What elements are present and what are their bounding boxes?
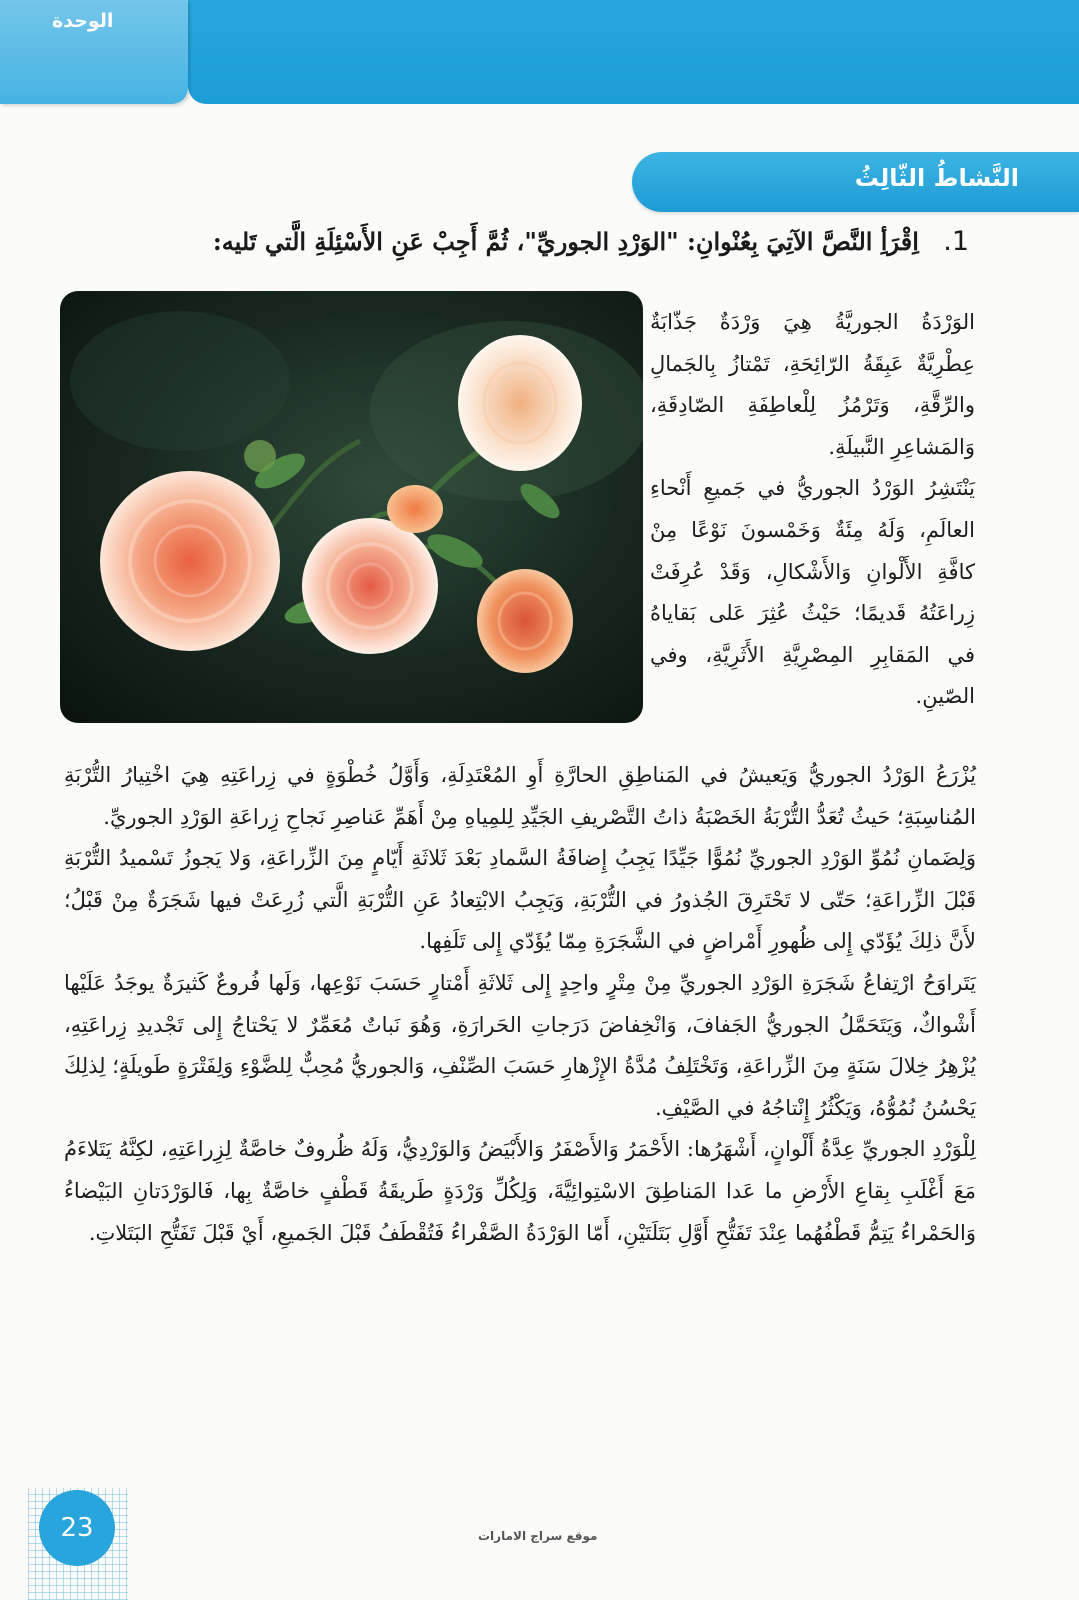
roses-photo	[60, 291, 643, 723]
intro-text	[650, 302, 975, 718]
footer-site-label: موقع سراج الامارات	[478, 1529, 598, 1543]
header-band	[188, 0, 1079, 104]
instruction-text: اِقْرَأِ النَّصَّ الآتِيَ بِعُنْوانِ: "الوَرْدِ الجوريِّ"، ثُمَّ أَجِبْ عَنِ الأَسْئِلَةِ الَّتي تَليه:	[212, 227, 919, 256]
roses-illustration	[60, 291, 643, 723]
paragraph-6: لِلْوَرْدِ الجوريِّ عِدَّةُ أَلْوانٍ، أَشْهَرُها: الأَحْمَرُ وَالأَصْفَرُ وَالأَبْيَضُ وَالوَرْدِيُّ، وَلَهُ ظُروفٌ خاصَّةٌ لِزِراعَتِهِ، لكِنَّهُ يَتَلاءَمُ مَعَ أَغْلَبِ بِقاعِ الأَرْضِ ما عَدا المَناطِقَ الاسْتِوائِيَّةَ، وَلِكُلِّ وَرْدَةٍ طَريقَةُ قَطْفٍ خاصَّةٌ بِها، فَالوَرْدَتانِ البَيْضاءُ وَالحَمْراءُ يَتِمُّ قَطْفُهُما عِنْدَ تَفَتُّحِ أَوَّلِ بَتَلَتَيْنِ، أَمّا الوَرْدَةُ الصَّفْراءُ فَتُقْطَفُ قَبْلَ الجَميعِ، أَيْ قَبْلَ تَفَتُّحِ البَتَلاتِ.	[64, 1137, 976, 1245]
intro-paragraph-2: يَنْتَشِرُ الوَرْدُ الجوريُّ في جَميعِ أَنْحاءِ العالَمِ، وَلَهُ مِئَةٌ وَخَمْسونَ نَوْعًا مِنْ كافَّةِ الأَلْوانِ وَالأَشْكالِ، وَقَدْ عُرِفَتْ زِراعَتُهُ قَديمًا؛ حَيْثُ عُثِرَ عَلى بَقاياهُ في المَقابِرِ المِصْرِيَّةِ الأَثَرِيَّةِ، وفي الصّينِ.	[650, 476, 975, 709]
paragraph-3: يُزْرَعُ الوَرْدُ الجوريُّ وَيَعيشُ في المَناطِقِ الحارَّةِ أَوِ المُعْتَدِلَةِ، وَأَوَّلُ خُطْوَةٍ في زِراعَتِهِ هِيَ اخْتِيارُ التُّرْبَةِ المُناسِبَةِ؛ حَيثُ تُعَدُّ التُّرْبَةُ الخَصْبَةُ ذاتُ التَّصْريفِ الجَيِّدِ لِلمِياهِ مِنْ أَهَمِّ عَناصِرِ نَجاحِ زِراعَةِ الوَرْدِ الجوريِّ.	[64, 763, 976, 829]
activity-banner	[632, 152, 1079, 212]
paragraph-5: يَتَراوَحُ ارْتِفاعُ شَجَرَةِ الوَرْدِ الجوريِّ مِنْ مِتْرٍ واحِدٍ إِلى ثَلاثَةِ أَمْتارٍ حَسَبَ نَوْعِها، وَلَها فُروعٌ كَثيرَةٌ يوجَدُ عَلَيْها أَشْواكٌ، وَيَتَحَمَّلُ الجوريُّ الجَفافَ، وَانْخِفاضَ دَرَجاتِ الحَرارَةِ، وَهُوَ نَباتٌ مُعَمِّرٌ لا يَحْتاجُ إِلى تَجْديدِ زِراعَتِهِ، يُزْهِرُ خِلالَ سَنَةٍ مِنَ الزِّراعَةِ، وَتَخْتَلِفُ مُدَّةُ الإِزْهارِ حَسَبَ الصِّنْفِ، وَالجوريُّ مُحِبٌّ لِلضَّوْءِ وَلِفَتْرَةٍ طَويلَةٍ؛ لِذلِكَ يَحْسُنُ نُمُوُّهُ، وَيَكْثُرُ إِنْتاجُهُ في الصَّيْفِ.	[64, 970, 976, 1120]
unit-label: الوحدة	[52, 10, 114, 32]
page-number: 23	[39, 1490, 115, 1566]
page-number-decoration	[28, 1488, 128, 1600]
paragraph-4: وَلِضَمانِ نُمُوِّ الوَرْدِ الجوريِّ نُمُوًّا جَيِّدًا يَجِبُ إِضافَةُ السَّمادِ بَعْدَ ثَلاثَةِ أَيّامٍ مِنَ الزِّراعَةِ، وَلا يَجوزُ تَسْميدُ التُّرْبَةِ قَبْلَ الزِّراعَةِ؛ حَتّى لا تَحْتَرِقَ الجُذورُ في التُّرْبَةِ، وَيَجِبُ الابْتِعادُ عَنِ التُّرْبَةِ الَّتي زُرِعَتْ فيها شَجَرَةٌ مِنْ قَبْلُ؛ لأَنَّ ذلِكَ يُؤَدّي إِلى ظُهورِ أَمْراضٍ في الشَّجَرَةِ مِمّا يُؤَدّي إِلى تَلَفِها.	[64, 846, 976, 954]
instruction	[149, 226, 969, 257]
instruction-number: 1.	[943, 226, 969, 257]
body-text	[64, 755, 976, 1254]
intro-paragraph-1: الوَرْدَةُ الجوريَّةُ هِيَ وَرْدَةٌ جَذّابَةٌ عِطْرِيَّةٌ عَبِقَةُ الرّائِحَةِ، تَمْتازُ بِالجَمالِ والرِّقَّةِ، وَتَرْمُزُ لِلْعاطِفَةِ الصّادِقَةِ، وَالمَشاعِرِ النَّبيلَةِ.	[650, 310, 975, 459]
activity-title: النَّشاطُ الثّالِثُ	[854, 164, 1019, 192]
unit-tab	[0, 0, 188, 104]
